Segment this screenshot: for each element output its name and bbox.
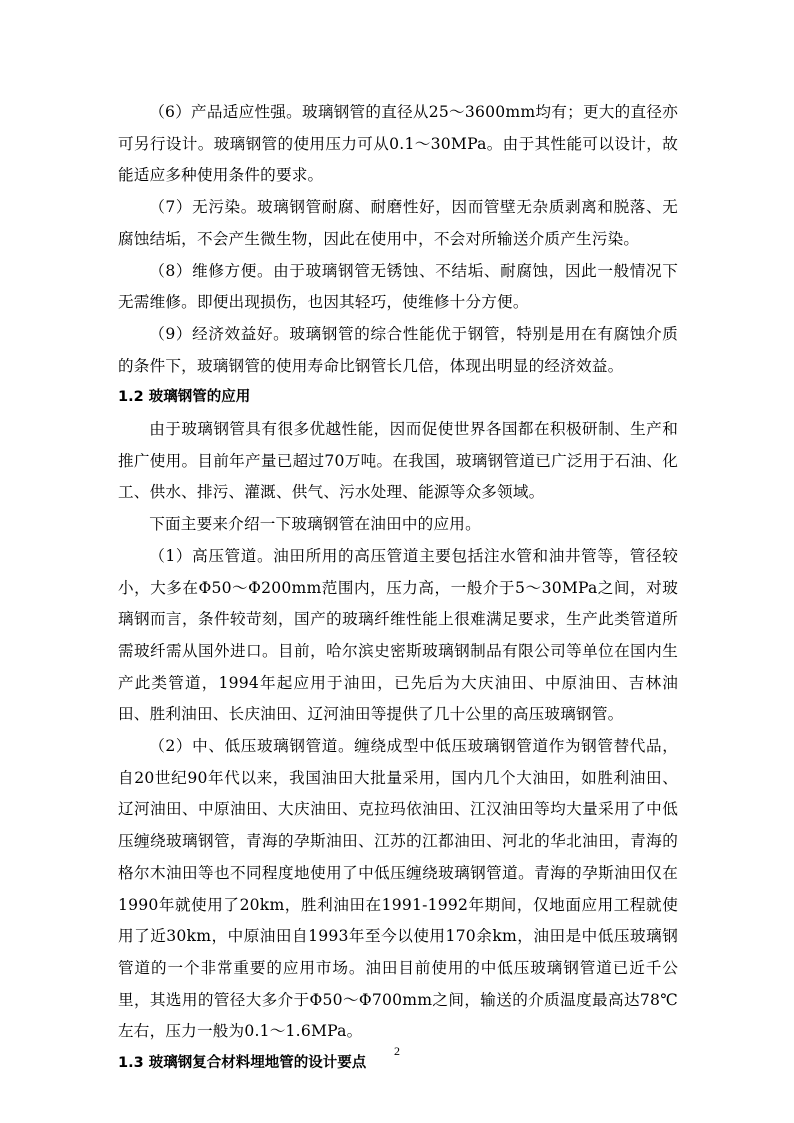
paragraph-easy-maintenance: （8）维修方便。由于玻璃钢管无锈蚀、不结垢、耐腐蚀，因此一般情况下无需维修。即便出现损伤，也因其轻巧，使维修十分方便。 — [118, 261, 678, 312]
paragraph-medium-low-pressure-pipe: （2）中、低压玻璃钢管道。缠绕成型中低压玻璃钢管道作为钢管替代品，自20世纪90年代以来，我国油田大批量采用，国内几个大油田，如胜利油田、辽河油田、中原油田、大庆油田、克拉玛依油田、江汉油田等均大量采用了中低压缠绕玻璃钢管，青海的孕斯油田、江苏的江都油田、河北的华北油田，青海的格尔木油田等也不同程度地使用了中低压缠绕玻璃钢管道。青海的孕斯油田仅在1990年就使用了20km，胜利油田在1991-1992年期间，仅地面应用工程就使用了近30km，中原油田自1993年至今以使用170余km，油田是中低压玻璃钢管道的一个非常重要的应用市场。油田目前使用的中低压玻璃钢管道已近千公里，其选用的管径大多介于Φ50～Φ700mm之间，输送的介质温度最高达78℃左右，压力一般为0.1～1.6MPa。 — [118, 737, 678, 1041]
paragraph-economic-benefit: （9）经济效益好。玻璃钢管的综合性能优于钢管，特别是用在有腐蚀介质的条件下，玻璃钢管的使用寿命比钢管长几倍，体现出明显的经济效益。 — [118, 324, 678, 375]
section-heading-1-2: 1.2 玻璃钢管的应用 — [118, 389, 251, 406]
paragraph-applications-intro: 由于玻璃钢管具有很多优越性能，因而促使世界各国都在积极研制、生产和推广使用。目前年产量已超过70万吨。在我国，玻璃钢管道已广泛用于石油、化工、供水、排污、灌溉、供气、污水处理、能源等众多领域。 — [118, 420, 678, 502]
page-number: 2 — [394, 1044, 400, 1058]
paragraph-product-adaptability: （6）产品适应性强。玻璃钢管的直径从25～3600mm均有；更大的直径亦可另行设计。玻璃钢管的使用压力可从0.1～30MPa。由于其性能可以设计，故能适应多种使用条件的要求。 — [118, 103, 678, 185]
paragraph-no-pollution: （7）无污染。玻璃钢管耐腐、耐磨性好，因而管壁无杂质剥离和脱落、无腐蚀结垢，不会产生微生物，因此在使用中，不会对所输送介质产生污染。 — [118, 198, 678, 248]
paragraph-oilfield-intro: 下面主要来介绍一下玻璃钢管在油田中的应用。 — [149, 515, 481, 534]
paragraph-high-pressure-pipe: （1）高压管道。油田所用的高压管道主要包括注水管和油井管等，管径较小，大多在Φ50～Φ200mm范围内，压力高，一般介于5～30MPa之间，对玻璃钢而言，条件较苛刻，国产的玻璃纤维性能上很难满足要求，生产此类管道所需玻纤需从国外进口。目前，哈尔滨史密斯玻璃钢制品有限公司等单位在国内生产此类管道，1994年起应用于油田，已先后为大庆油田、中原油田、吉林油田、胜利油田、长庆油田、辽河油田等提供了几十公里的高压玻璃钢管。 — [118, 546, 678, 724]
document-body — [118, 97, 678, 1080]
section-heading-1-3: 1.3 玻璃钢复合材料埋地管的设计要点 — [118, 1055, 367, 1072]
